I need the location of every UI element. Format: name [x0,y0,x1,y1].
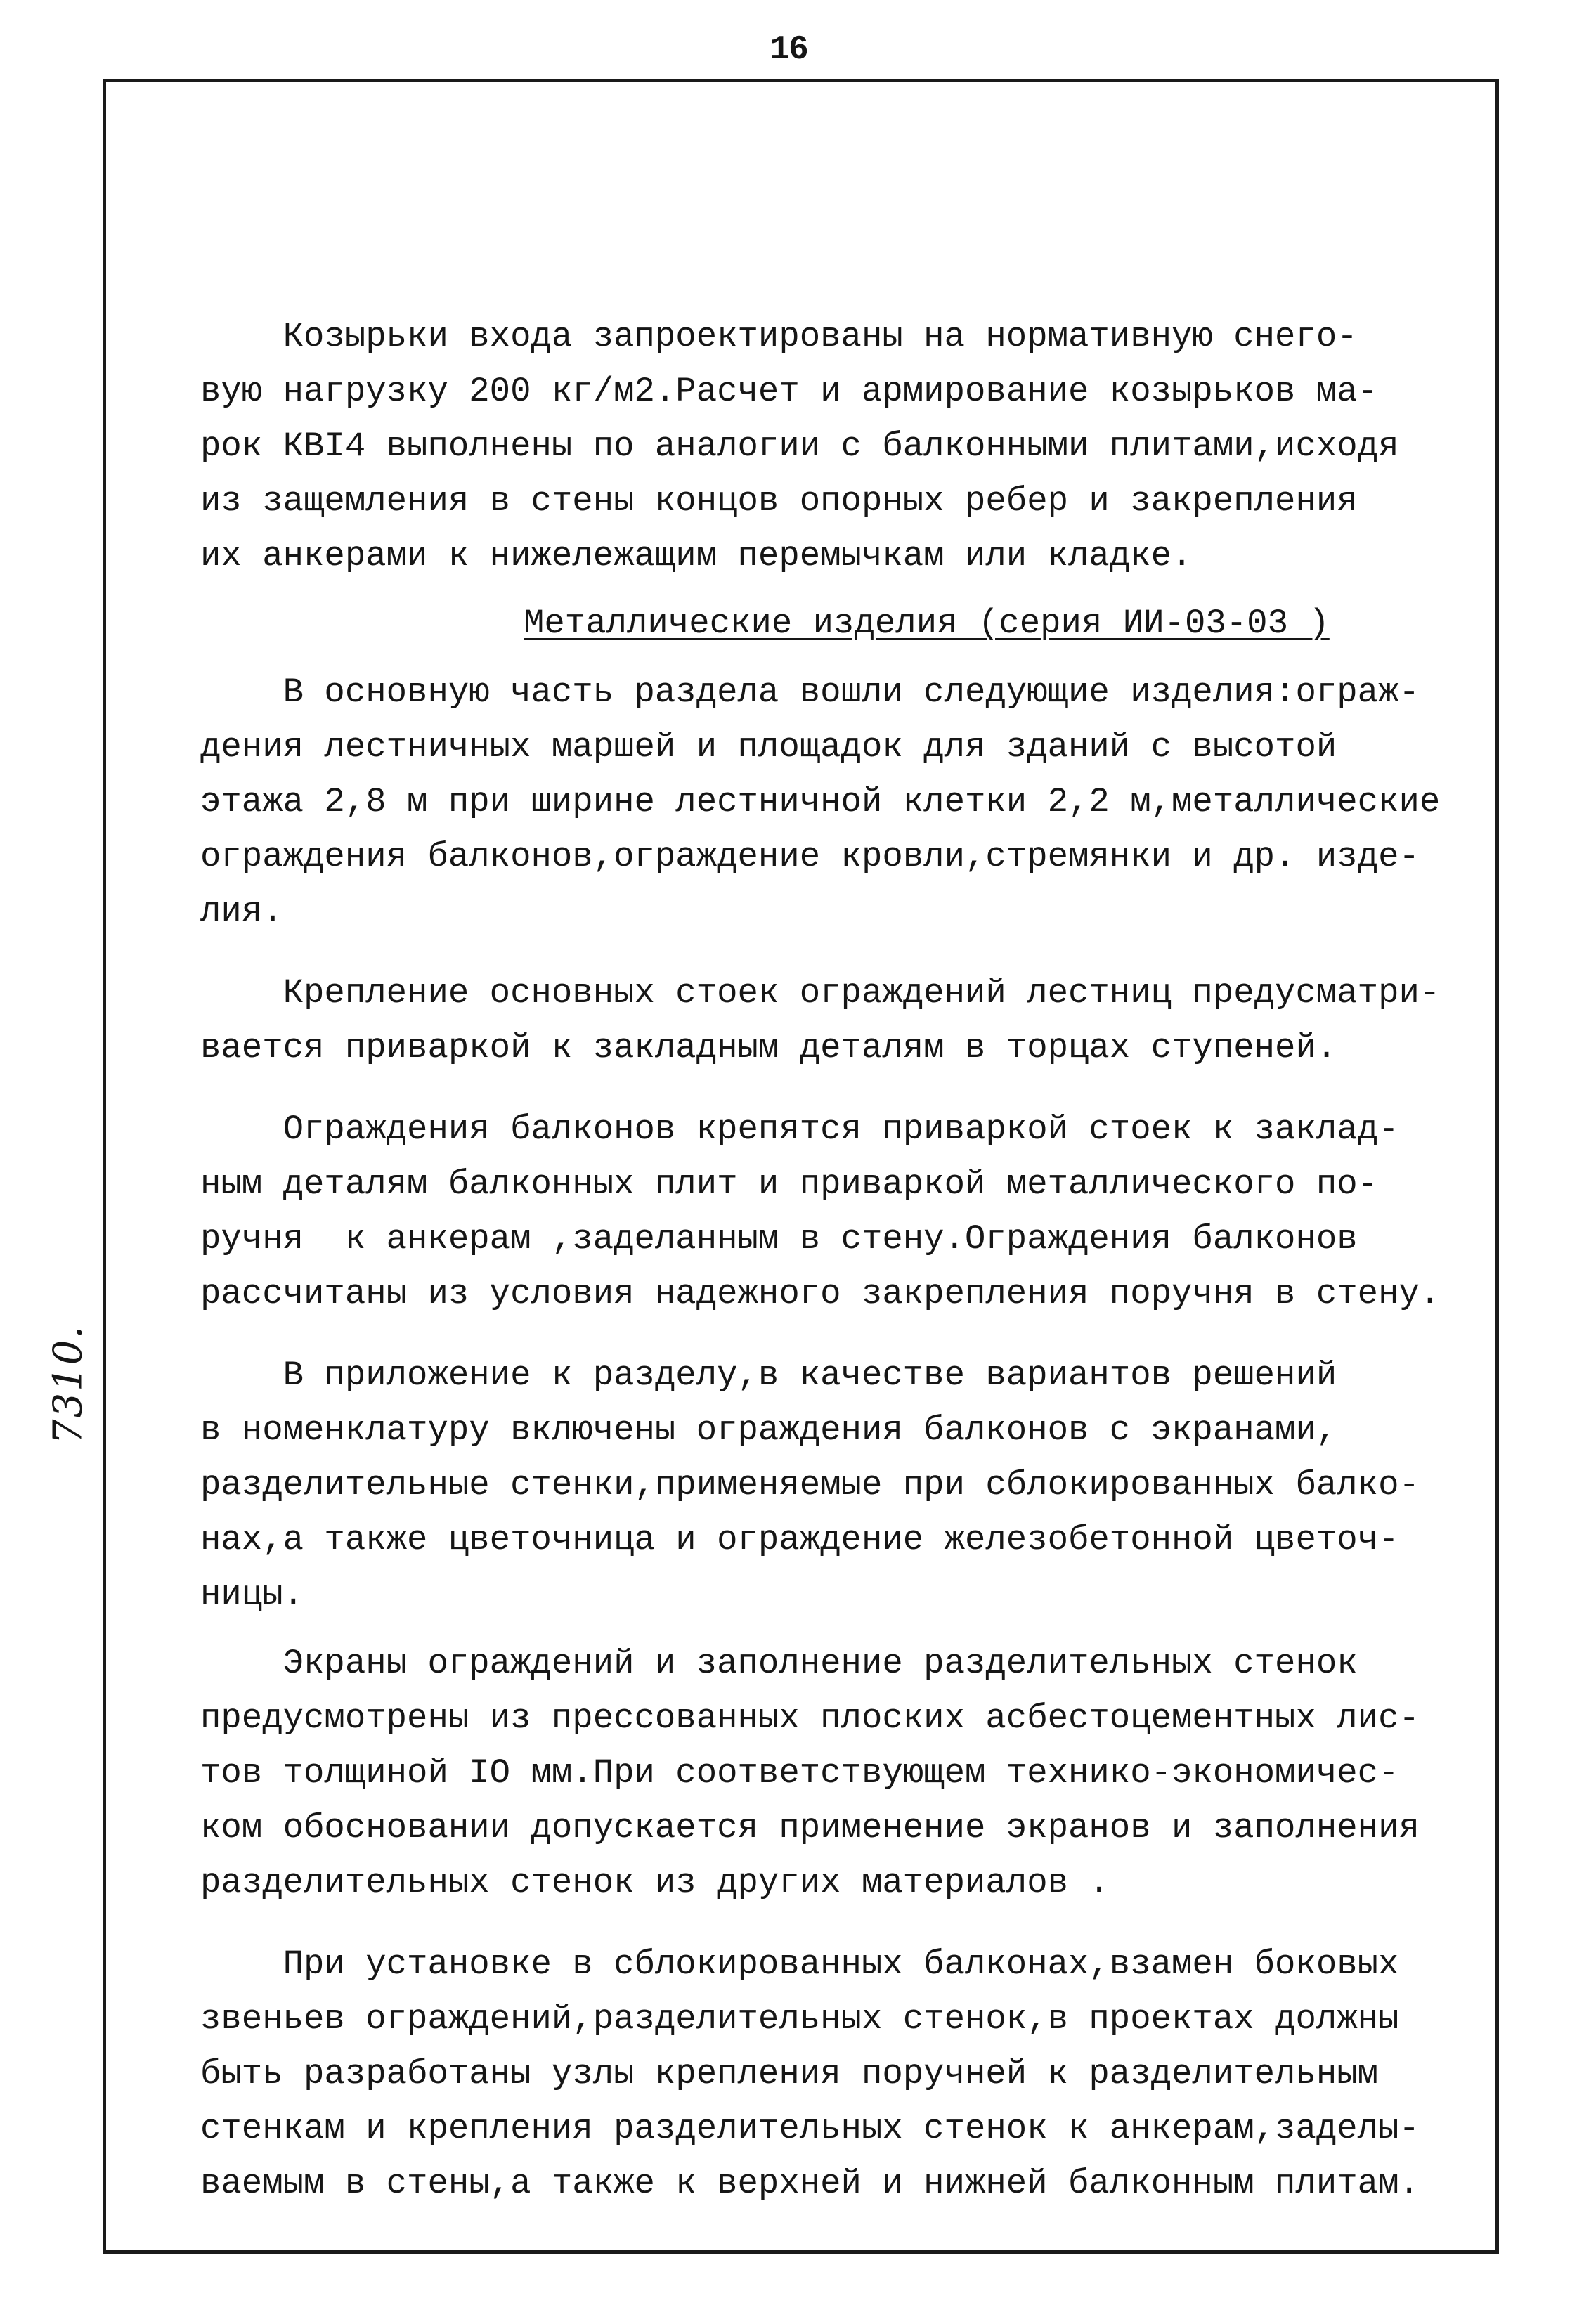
text-line: ваемым в стены,а также к верхней и нижней балконным плитам. [200,2164,1420,2203]
text-line: стенкам и крепления разделительных стенок к анкерам,заделы- [200,2109,1420,2148]
text-line: нах,а также цветочница и ограждение железобетонной цветоч- [200,1520,1399,1559]
text-line: ком обосновании допускается применение экранов и заполнения [200,1808,1420,1848]
text-line: В основную часть раздела вошли следующие изделия:ограж- [200,673,1420,712]
text-line: рок КВI4 выполнены по аналогии с балконными плитами,исходя [200,427,1399,466]
text-line: Экраны ограждений и заполнение разделительных стенок [200,1644,1358,1683]
text-line: вается приваркой к закладным деталям в торцах ступеней. [200,1028,1337,1067]
text-line: в номенклатуру включены ограждения балконов с экранами, [200,1410,1337,1450]
text-line: Козырьки входа запроектированы на нормативную снего- [200,317,1358,356]
text-line: ницы. [200,1575,304,1614]
text-line: рассчитаны из условия надежного закрепления поручня в стену. [200,1274,1441,1313]
text-line: из защемления в стены концов опорных ребер и закрепления [200,481,1358,521]
text-line: ручня к анкерам ,заделанным в стену.Ограждения балконов [200,1219,1358,1259]
text-line: тов толщиной IO мм.При соответствующем технико-экономичес- [200,1753,1399,1793]
text-line: звеньев ограждений,разделительных стенок,в проектах должны [200,1999,1399,2039]
margin-stamp-text: 7310. [45,1324,91,1445]
text-line: ным деталям балконных плит и приваркой металлического по- [200,1164,1379,1204]
text-line: разделительных стенок из других материалов . [200,1863,1110,1902]
text-line: быть разработаны узлы крепления поручней к разделительным [200,2054,1379,2093]
document-body [200,309,1507,2211]
text-line: Крепление основных стоек ограждений лестниц предусматри- [200,973,1441,1013]
text-line: Ограждения балконов крепятся приваркой стоек к заклад- [200,1110,1399,1149]
text-line: предусмотрены из прессованных плоских асбестоцементных лис- [200,1699,1420,1738]
section-heading: Металлические изделия (серия ИИ-03-03 ) [524,604,1330,643]
text-line: вую нагрузку 200 кг/м2.Расчет и армирование козырьков ма- [200,372,1379,411]
margin-stamp [37,1314,100,1455]
text-line: При установке в сблокированных балконах,взамен боковых [200,1945,1399,1984]
text-line: ограждения балконов,ограждение кровли,стремянки и др. изде- [200,837,1420,876]
text-line: их анкерами к нижележащим перемычкам или кладке. [200,536,1193,576]
text-line: разделительные стенки,применяемые при сблокированных балко- [200,1465,1420,1505]
page-number: 16 [770,31,807,69]
text-line: этажа 2,8 м при ширине лестничной клетки 2,2 м,металлические [200,782,1441,822]
text-line: дения лестничных маршей и площадок для зданий с высотой [200,727,1337,767]
text-line: В приложение к разделу,в качестве вариантов решений [200,1356,1337,1395]
text-line: лия. [200,892,283,931]
